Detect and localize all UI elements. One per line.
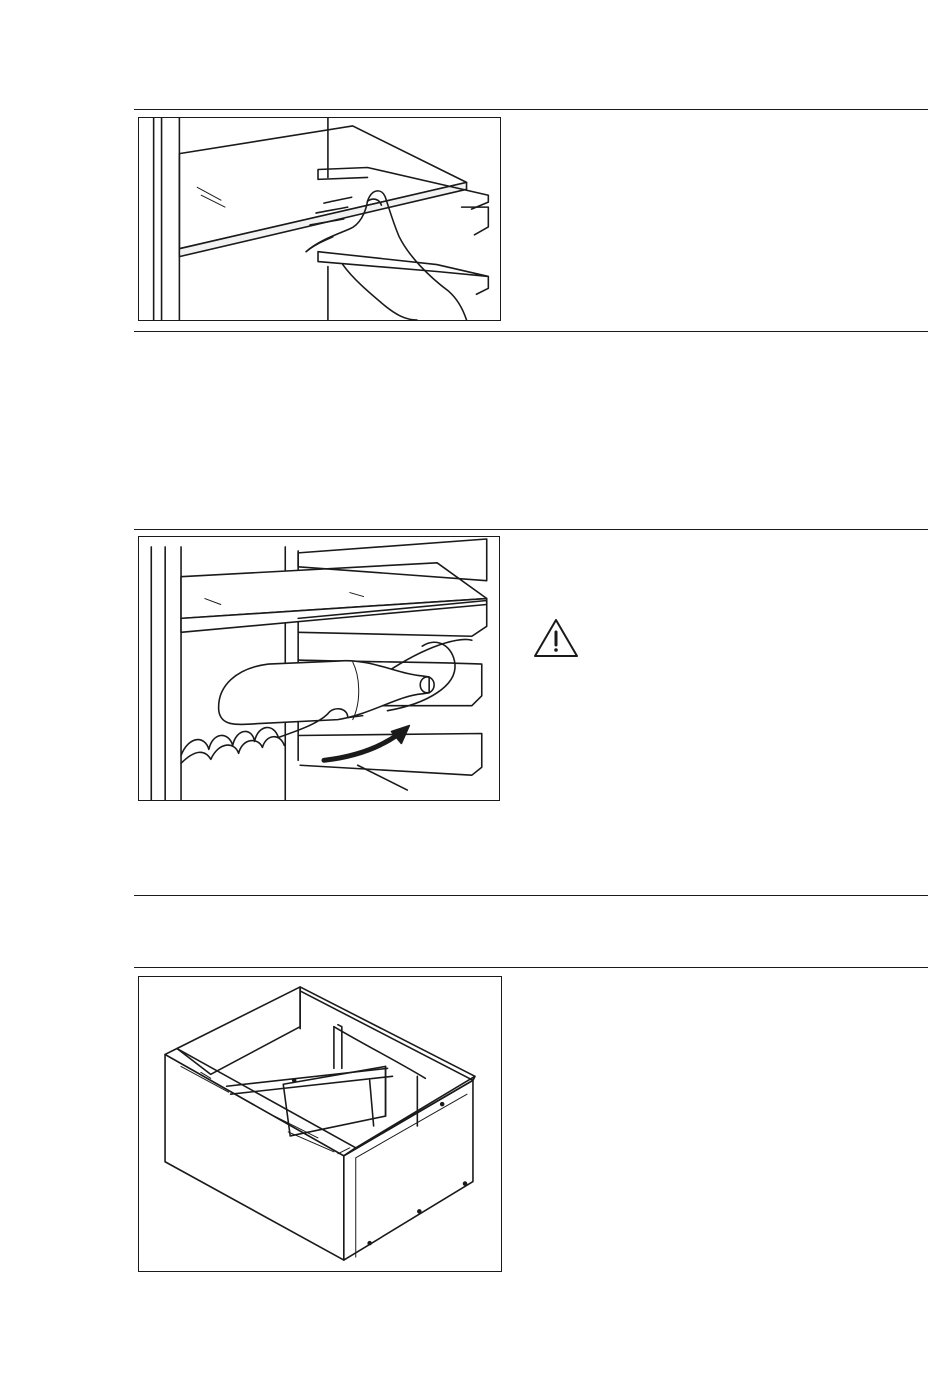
- bottle-rack-illustration: [138, 536, 500, 801]
- section-divider: [134, 895, 928, 896]
- shelf-removal-illustration: [138, 117, 501, 321]
- section-divider: [134, 109, 928, 110]
- section-divider: [134, 967, 928, 968]
- drawer-illustration: [138, 976, 502, 1272]
- warning-icon: [533, 617, 579, 659]
- section-divider: [134, 331, 928, 332]
- section-divider: [134, 529, 928, 530]
